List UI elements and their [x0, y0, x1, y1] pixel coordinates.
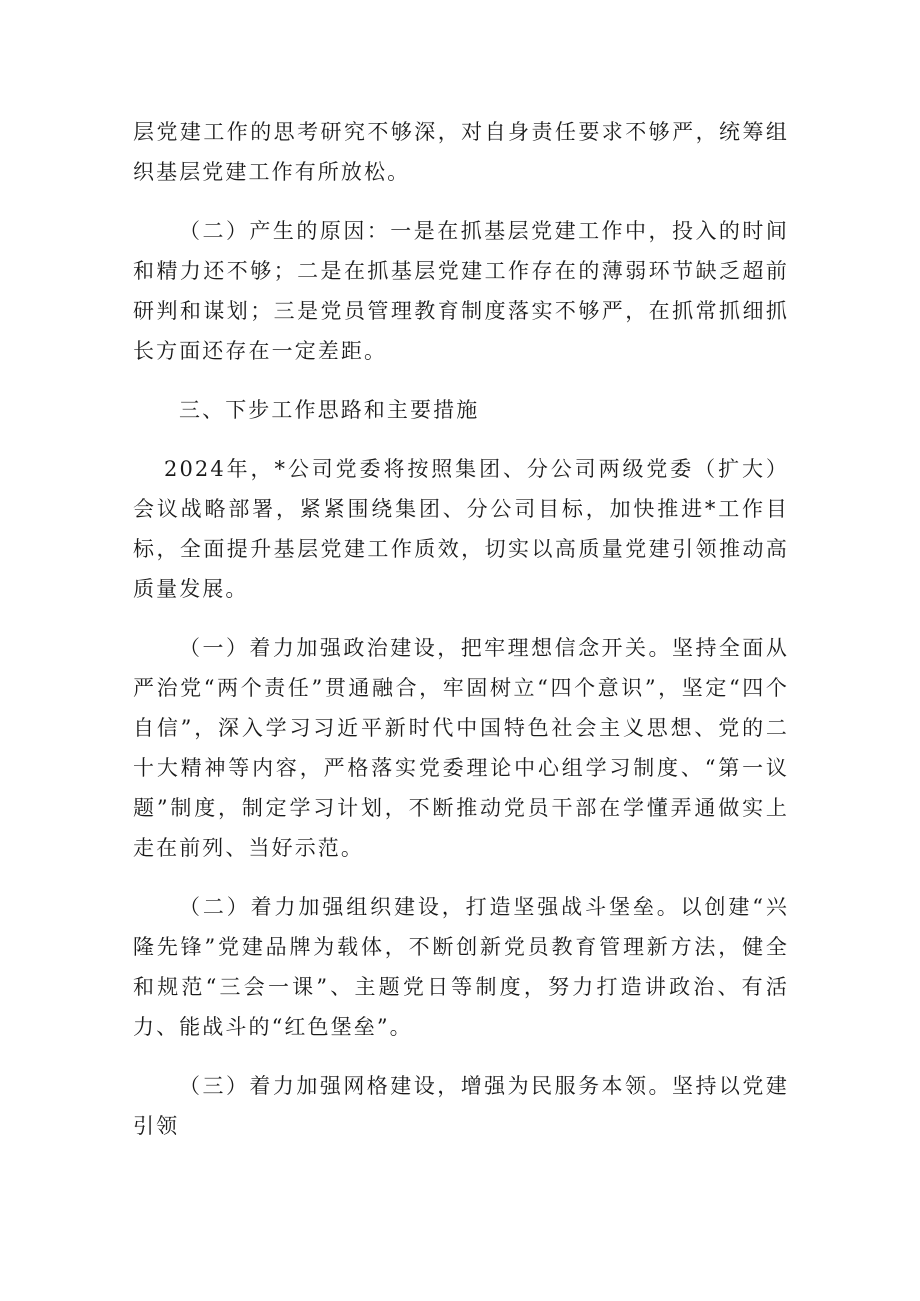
paragraph-causes: （二）产生的原因：一是在抓基层党建工作中，投入的时间和精力还不够；二是在抓基层党建工作存在的薄弱环节缺乏超前研判和谋划；三是党员管理教育制度落实不够严，在抓常抓细抓长方面还存在一定差距。 — [133, 219, 789, 363]
document-body — [133, 112, 789, 1165]
paragraph-continuation: 层党建工作的思考研究不够深，对自身责任要求不够严，统筹组织基层党建工作有所放松。 — [133, 120, 789, 184]
section-heading-next-steps: 三、下步工作思路和主要措施 — [179, 398, 480, 422]
paragraph-organization-building: （二）着力加强组织建设，打造坚强战斗堡垒。以创建“兴隆先锋”党建品牌为载体，不断创新党员教育管理新方法，健全和规范“三会一课”、主题党日等制度，努力打造讲政治、有活力、能战斗的“红色堡垒”。 — [133, 895, 789, 1039]
paragraph-political-building: （一）着力加强政治建设，把牢理想信念开关。坚持全面从严治党“两个责任”贯通融合，牢固树立“四个意识”，坚定“四个自信”，深入学习习近平新时代中国特色社会主义思想、党的二十大精神等内容，严格落实党委理论中心组学习制度、“第一议题”制度，制定学习计划，不断推动党员干部在学懂弄通做实上走在前列、当好示范。 — [133, 636, 789, 860]
paragraph-2024-plan: 2024年，*公司党委将按照集团、分公司两级党委（扩大）会议战略部署，紧紧围绕集团、分公司目标，加快推进*工作目标，全面提升基层党建工作质效，切实以高质量党建引领推动高质量发展。 — [133, 457, 789, 601]
paragraph-grid-building: （三）着力加强网格建设，增强为民服务本领。坚持以党建引领 — [133, 1074, 789, 1138]
